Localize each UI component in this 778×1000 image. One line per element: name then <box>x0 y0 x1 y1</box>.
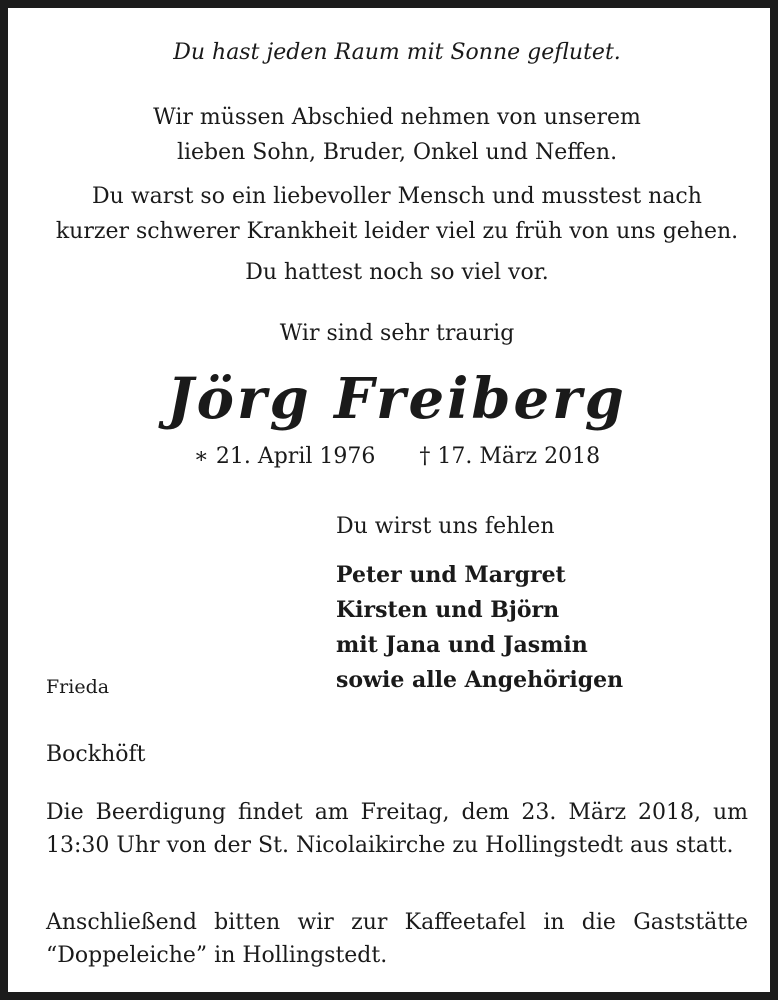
motto: Du hast jeden Raum mit Sonne geflutet. <box>173 40 621 65</box>
mourners-list <box>336 558 623 698</box>
place-name: Bockhöft <box>46 742 146 767</box>
closing-line: Du hattest noch so viel vor. <box>245 260 549 285</box>
mourner-line: mit Jana und Jasmin <box>336 632 588 658</box>
mourner-line: Kirsten und Björn <box>336 597 560 623</box>
deceased-name: Jörg Freiberg <box>167 366 627 432</box>
description-paragraph <box>8 179 778 249</box>
description-line: Du warst so ein liebevoller Mensch und musstest nach <box>92 184 702 209</box>
mourner-line: Peter und Margret <box>336 562 566 588</box>
sad-line: Wir sind sehr traurig <box>279 321 515 346</box>
intro-line: Wir müssen Abschied nehmen von unserem <box>153 105 641 130</box>
intro-paragraph <box>8 100 778 170</box>
funeral-info: Die Beerdigung findet am Freitag, dem 23. März 2018, um 13:30 Uhr von der St. Nicolaikirche zu Hollingstedt aus statt. <box>46 800 748 858</box>
missed-line: Du wirst uns fehlen <box>336 514 555 539</box>
mourner-line: sowie alle Angehörigen <box>336 667 624 693</box>
death-date: † 17. März 2018 <box>419 444 601 469</box>
birth-date: ∗ 21. April 1976 <box>193 444 376 469</box>
reception-info: Anschließend bitten wir zur Kaffeetafel in die Gaststätte “Doppeleiche” in Hollingstedt. <box>46 910 748 968</box>
intro-line: lieben Sohn, Bruder, Onkel und Neffen. <box>176 140 618 165</box>
life-dates <box>8 444 778 469</box>
pet-name: Frieda <box>46 676 110 698</box>
description-line: kurzer schwerer Krankheit leider viel zu früh von uns gehen. <box>55 219 739 244</box>
